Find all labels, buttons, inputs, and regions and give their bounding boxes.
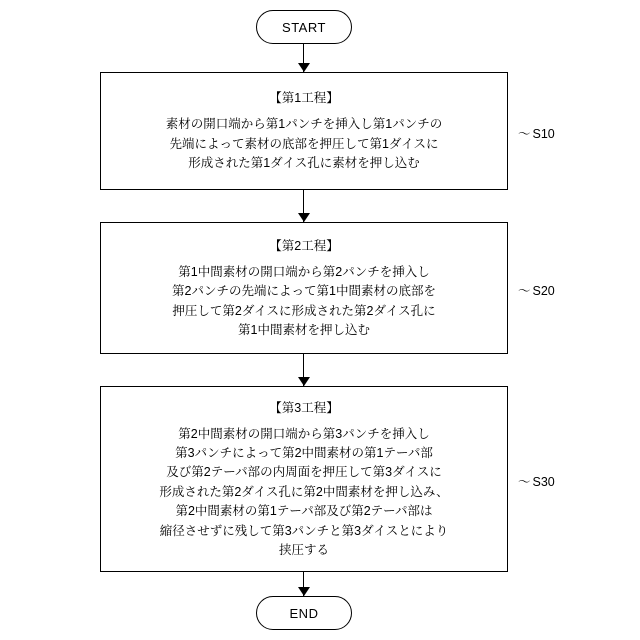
step-2-reference <box>518 281 555 299</box>
step-3-title: 【第3工程】 <box>269 400 339 415</box>
step-2-leader: 〜 <box>518 284 531 298</box>
step-3-leader: 〜 <box>518 475 531 489</box>
arrowhead-step3-to-end <box>298 587 310 596</box>
step-1-body: 素材の開口端から第1パンチを挿入し第1パンチの 先端によって素材の底部を押圧して第1ダイスに 形成された第1ダイス孔に素材を押し込む <box>165 117 443 171</box>
arrowhead-step2-to-step3 <box>298 377 310 386</box>
end-terminal <box>256 596 352 630</box>
step-3-reference <box>518 472 555 490</box>
start-terminal <box>256 10 352 44</box>
process-step-1 <box>100 72 508 190</box>
process-step-3 <box>100 386 508 572</box>
step-3-body: 第2中間素材の開口端から第3パンチを挿入し 第3パンチによって第2中間素材の第1テーパ部 及び第2テーパ部の内周面を押圧して第3ダイスに 形成された第2ダイス孔に第2中間素材を押し込み、 第2中間素材の第1テーパ部及び第2テーパ部は 縮径させずに残して第3パンチと第3ダイスとにより 挟圧する <box>159 426 449 557</box>
end-label: END <box>289 605 319 621</box>
step-2-title: 【第2工程】 <box>269 238 339 253</box>
step-1-ref-label: S10 <box>532 127 555 141</box>
step-1-reference <box>518 124 555 142</box>
step-3-ref-label: S30 <box>532 475 555 489</box>
step-1-title: 【第1工程】 <box>269 91 339 106</box>
step-2-body: 第1中間素材の開口端から第2パンチを挿入し 第2パンチの先端によって第1中間素材の底部を 押圧して第2ダイスに形成された第2ダイス孔に 第1中間素材を押し込む <box>172 264 436 337</box>
arrowhead-step1-to-step2 <box>298 213 310 222</box>
start-label: START <box>282 19 326 35</box>
process-step-2 <box>100 222 508 354</box>
step-1-leader: 〜 <box>518 127 531 141</box>
arrowhead-start-to-step1 <box>298 63 310 72</box>
step-2-ref-label: S20 <box>532 284 555 298</box>
